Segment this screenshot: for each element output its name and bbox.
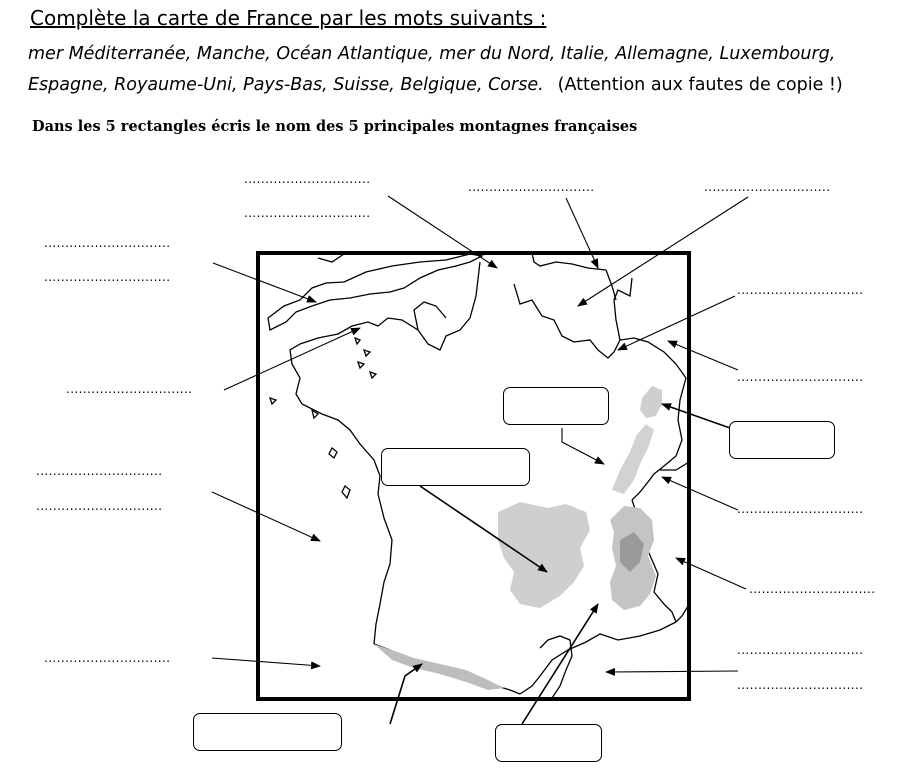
island-2 [364, 350, 370, 356]
arrow-luxembourg [618, 296, 735, 350]
arrow-atlantic [212, 492, 320, 541]
arrow-rect-jura [562, 428, 604, 464]
island-re [329, 448, 337, 458]
england-upper-coast [318, 254, 344, 262]
arrow-switzerland [662, 477, 738, 510]
blank-uk-1[interactable]: .............................. [44, 236, 171, 250]
italy-coast [676, 606, 688, 622]
arrow-italy [676, 558, 746, 589]
blank-luxembourg[interactable]: .............................. [737, 283, 864, 297]
arrow-corse [606, 671, 738, 672]
mediterranean-coast [520, 622, 676, 694]
jura [612, 424, 654, 494]
vosges [640, 386, 662, 418]
blank-pays-bas[interactable]: .............................. [468, 180, 595, 194]
mountains-instruction: Dans les 5 rectangles écris le nom des 5 principales montagnes françaises [32, 118, 638, 135]
mountains [374, 386, 662, 690]
blank-manche[interactable]: .............................. [66, 382, 193, 396]
arrow-netherlands [566, 198, 598, 268]
england-south-coast [268, 254, 482, 330]
word-list-line-2-text: Espagne, Royaume-Uni, Pays-Bas, Suisse, Belgique, Corse. [28, 75, 544, 95]
blank-espagne[interactable]: .............................. [44, 651, 171, 665]
island-3 [358, 362, 364, 368]
blank-atlantique-1[interactable]: .............................. [36, 464, 163, 478]
blank-nord-1[interactable]: .............................. [244, 172, 371, 186]
arrow-rect-pyrenees [390, 664, 422, 724]
cotentin [414, 302, 446, 330]
mountain-box-vosges[interactable] [729, 421, 835, 459]
mountain-box-pyrenees[interactable] [193, 713, 342, 751]
page-title: Complète la carte de France par les mots suivants : [30, 6, 547, 30]
blank-nord-2[interactable]: .............................. [244, 206, 371, 220]
blank-atlantique-2[interactable]: .............................. [36, 499, 163, 513]
mountain-box-alps[interactable] [495, 724, 602, 762]
blank-corse[interactable]: .............................. [737, 678, 864, 692]
blank-italie[interactable]: .............................. [749, 582, 876, 596]
border-belgium-lux [514, 278, 632, 358]
arrow-spain [212, 658, 320, 666]
blank-suisse[interactable]: .............................. [737, 502, 864, 516]
arrow-nord-sea [388, 196, 497, 268]
blank-mediterranee[interactable]: .............................. [737, 643, 864, 657]
island-4 [370, 372, 376, 378]
massif-central [498, 502, 590, 608]
arrow-uk [213, 263, 316, 302]
mountain-box-massif-central[interactable] [381, 448, 530, 486]
arrow-rect-alps [522, 604, 598, 724]
blank-allemagne[interactable]: .............................. [737, 370, 864, 384]
word-list-line-1: mer Méditerranée, Manche, Océan Atlantique, mer du Nord, Italie, Allemagne, Luxembourg, [28, 44, 836, 64]
blank-belgique[interactable]: .............................. [704, 180, 831, 194]
island-ouessant [270, 398, 276, 404]
mountain-box-jura[interactable] [503, 387, 609, 425]
blank-uk-2[interactable]: .............................. [44, 270, 171, 284]
arrow-rect-vosges [662, 404, 730, 428]
arrow-manche [224, 328, 360, 390]
copy-warning-note: (Attention aux fautes de copie !) [557, 75, 843, 95]
island-oleron [342, 486, 350, 498]
island-1 [355, 338, 360, 344]
arrow-germany [668, 341, 738, 370]
pyrenees [374, 644, 504, 690]
